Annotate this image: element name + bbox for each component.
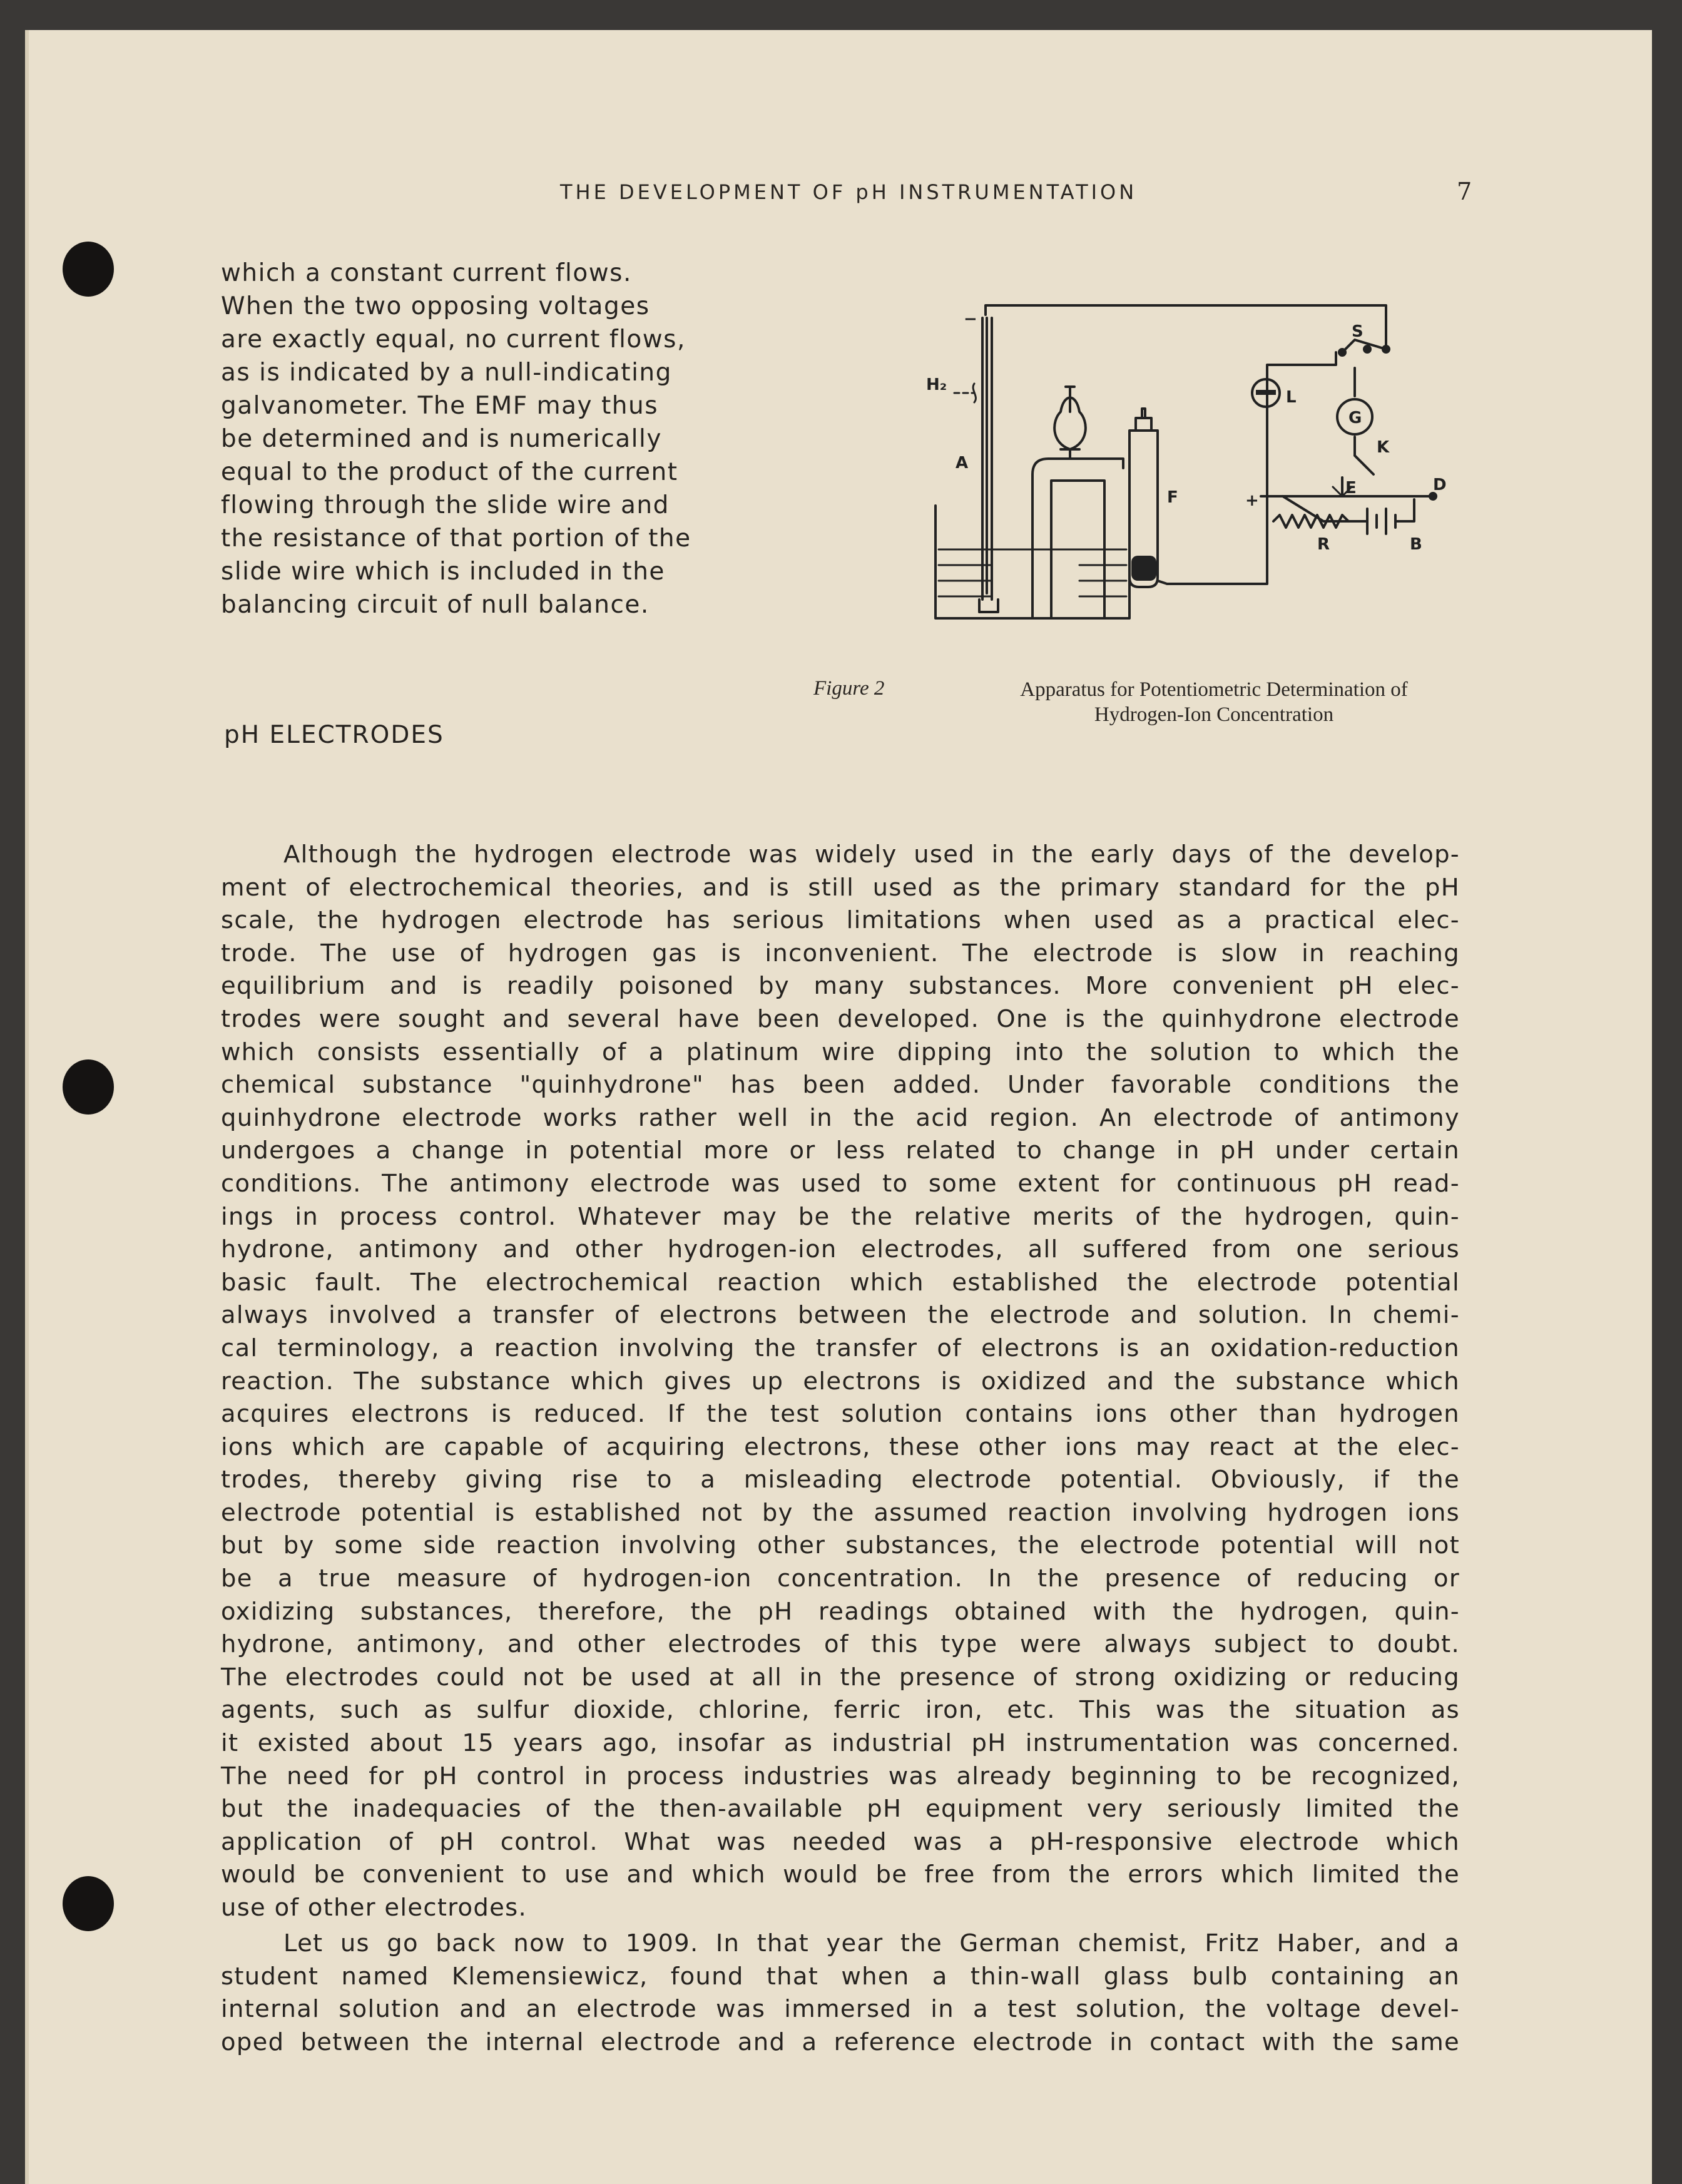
intro-line: are exactly equal, no current flows, (221, 325, 686, 354)
figure-caption-line: Apparatus for Potentiometric Determination of (1020, 678, 1408, 701)
paragraph-line: trodes were sought and several have been developed. One is the quinhydrone electrode (221, 1004, 1460, 1033)
intro-line: When the two opposing voltages (221, 292, 650, 320)
label-h2: H₂ (926, 375, 947, 394)
calomel-top (1136, 409, 1151, 431)
document-page (25, 30, 1652, 2184)
switch-k (1355, 456, 1374, 474)
page-number: 7 (1457, 178, 1472, 205)
label-f: F (1167, 488, 1178, 507)
paragraph-line: ions which are capable of acquiring electrons, these other ions may react at the elec- (221, 1432, 1460, 1461)
label-plus-left: + (1245, 491, 1259, 510)
top-wire (986, 305, 1386, 349)
paragraph-line: scale, the hydrogen electrode has serious limitations when used as a practical elec- (221, 906, 1460, 935)
paragraph-line: reaction. The substance which gives up electrons is oxidized and the substance which (221, 1367, 1460, 1396)
label-a: A (956, 454, 969, 472)
binding-edge (25, 30, 29, 2184)
paragraph-line: trode. The use of hydrogen gas is inconvenient. The electrode is slow in reaching (221, 939, 1460, 967)
paragraph-line: hydrone, antimony, and other electrodes of this type were always subject to doubt. (221, 1630, 1460, 1659)
figure-label: Figure 2 (813, 677, 885, 700)
punch-hole-top (63, 242, 114, 297)
paragraph-line: would be convenient to use and which would be free from the errors which limited the (221, 1860, 1460, 1889)
punch-hole-bottom (63, 1876, 114, 1931)
paragraph-line: ment of electrochemical theories, and is still used as the primary standard for the pH (221, 873, 1460, 902)
label-r: R (1317, 535, 1330, 554)
paragraph-line: basic fault. The electrochemical reaction which established the electrode potential (221, 1268, 1460, 1297)
paragraph-line: acquires electrons is reduced. If the test solution contains ions other than hydrogen (221, 1400, 1460, 1429)
paragraph-line: The electrodes could not be used at all in the presence of strong oxidizing or reducing (221, 1663, 1460, 1692)
battery (1367, 509, 1395, 534)
paragraph-line: The need for pH control in process industries was already beginning to be recognized, (221, 1762, 1460, 1790)
intro-line: which a constant current flows. (221, 259, 632, 287)
intro-text (221, 257, 740, 621)
paragraph-line: internal solution and an electrode was immersed in a test solution, the voltage devel- (221, 1995, 1460, 2024)
label-b: B (1410, 535, 1422, 554)
label-s: S (1352, 322, 1363, 341)
paragraph-line: but the inadequacies of the then-available pH equipment very seriously limited the (221, 1795, 1460, 1824)
paragraph-line: hydrone, antimony and other hydrogen-ion electrodes, all suffered from one serious (221, 1235, 1460, 1264)
cell-l-plate (1256, 390, 1276, 395)
paragraph-line: oped between the internal electrode and a reference electrode in contact with the same (221, 2028, 1460, 2056)
potentiometer-circuit-diagram (892, 280, 1480, 643)
paragraph-line: quinhydrone electrode works rather well in the acid region. An electrode of antimony (221, 1103, 1460, 1132)
intro-line: balancing circuit of null balance. (221, 591, 650, 619)
paragraph-line: student named Klemensiewicz, found that when a thin-wall glass bulb containing an (221, 1962, 1460, 1991)
paragraph-line: equilibrium and is readily poisoned by many substances. More convenient pH elec- (221, 972, 1460, 1001)
intro-line: equal to the product of the current (221, 458, 678, 486)
intro-line: the resistance of that portion of the (221, 524, 691, 553)
paragraph-line: use of other electrodes. (221, 1894, 528, 1922)
paragraph-line: Although the hydrogen electrode was widely used in the early days of the develop- (283, 840, 1460, 869)
salt-bridge (1032, 459, 1123, 618)
intro-line: as is indicated by a null-indicating (221, 359, 672, 387)
battery-to-d (1395, 499, 1414, 521)
intro-line: slide wire which is included in the (221, 558, 665, 586)
figure-caption (932, 677, 1496, 727)
label-minus: − (964, 310, 977, 329)
running-header: THE DEVELOPMENT OF pH INSTRUMENTATION (560, 180, 1138, 204)
paragraph-line: which consists essentially of a platinum wire dipping into the solution to which the (221, 1038, 1460, 1066)
label-g: G (1348, 409, 1362, 427)
paragraph-line: but by some side reaction involving other substances, the electrode potential will not (221, 1531, 1460, 1560)
paragraph-line: trodes, thereby giving rise to a misleading electrode potential. Obviously, if the (221, 1466, 1460, 1494)
hydrogen-electrode (979, 318, 998, 612)
paragraph-line: it existed about 15 years ago, insofar as industrial pH instrumentation was concerned. (221, 1729, 1460, 1758)
paragraph-line: Let us go back now to 1909. In that year the German chemist, Fritz Haber, and a (283, 1929, 1460, 1957)
paragraph-line: chemical substance "quinhydrone" has been added. Under favorable conditions the (221, 1071, 1460, 1100)
paragraph-line: oxidizing substances, therefore, the pH readings obtained with the hydrogen, quin- (221, 1597, 1460, 1626)
intro-line: be determined and is numerically (221, 425, 662, 453)
paragraph-line: conditions. The antimony electrode was used to some extent for continuous pH read- (221, 1169, 1460, 1198)
paragraph-line: undergoes a change in potential more or less related to change in pH under certain (221, 1136, 1460, 1165)
paragraph-line: ings in process control. Whatever may be the relative merits of the hydrogen, quin- (221, 1202, 1460, 1231)
body-paragraph-2 (221, 1927, 1460, 2059)
label-d: D (1433, 476, 1447, 494)
paragraph-line: cal terminology, a reaction involving the transfer of electrons is an oxidation-reduction (221, 1334, 1460, 1362)
paragraph-line: agents, such as sulfur dioxide, chlorine, ferric iron, etc. This was the situation as (221, 1696, 1460, 1725)
label-k: K (1377, 438, 1390, 457)
label-l: L (1286, 388, 1297, 407)
label-e: E (1345, 479, 1357, 498)
label-plus-bottom: + (1141, 566, 1154, 585)
paragraph-line: application of pH control. What was needed was a pH-responsive electrode which (221, 1827, 1460, 1856)
figure-caption-line: Hydrogen-Ion Concentration (1094, 703, 1334, 726)
intro-line: flowing through the slide wire and (221, 491, 670, 519)
intro-line: galvanometer. The EMF may thus (221, 392, 659, 420)
paragraph-line: be a true measure of hydrogen-ion concentration. In the presence of reducing or (221, 1564, 1460, 1593)
slide-lower (1283, 496, 1367, 521)
paragraph-line: always involved a transfer of electrons between the electrode and solution. In chemi- (221, 1301, 1460, 1330)
upper-left-wire (1267, 352, 1336, 506)
section-heading: pH ELECTRODES (224, 721, 444, 749)
punch-hole-middle (63, 1059, 114, 1115)
paragraph-line: electrode potential is established not by the assumed reaction involving hydrogen ions (221, 1498, 1460, 1527)
body-paragraph-1 (221, 839, 1460, 1925)
